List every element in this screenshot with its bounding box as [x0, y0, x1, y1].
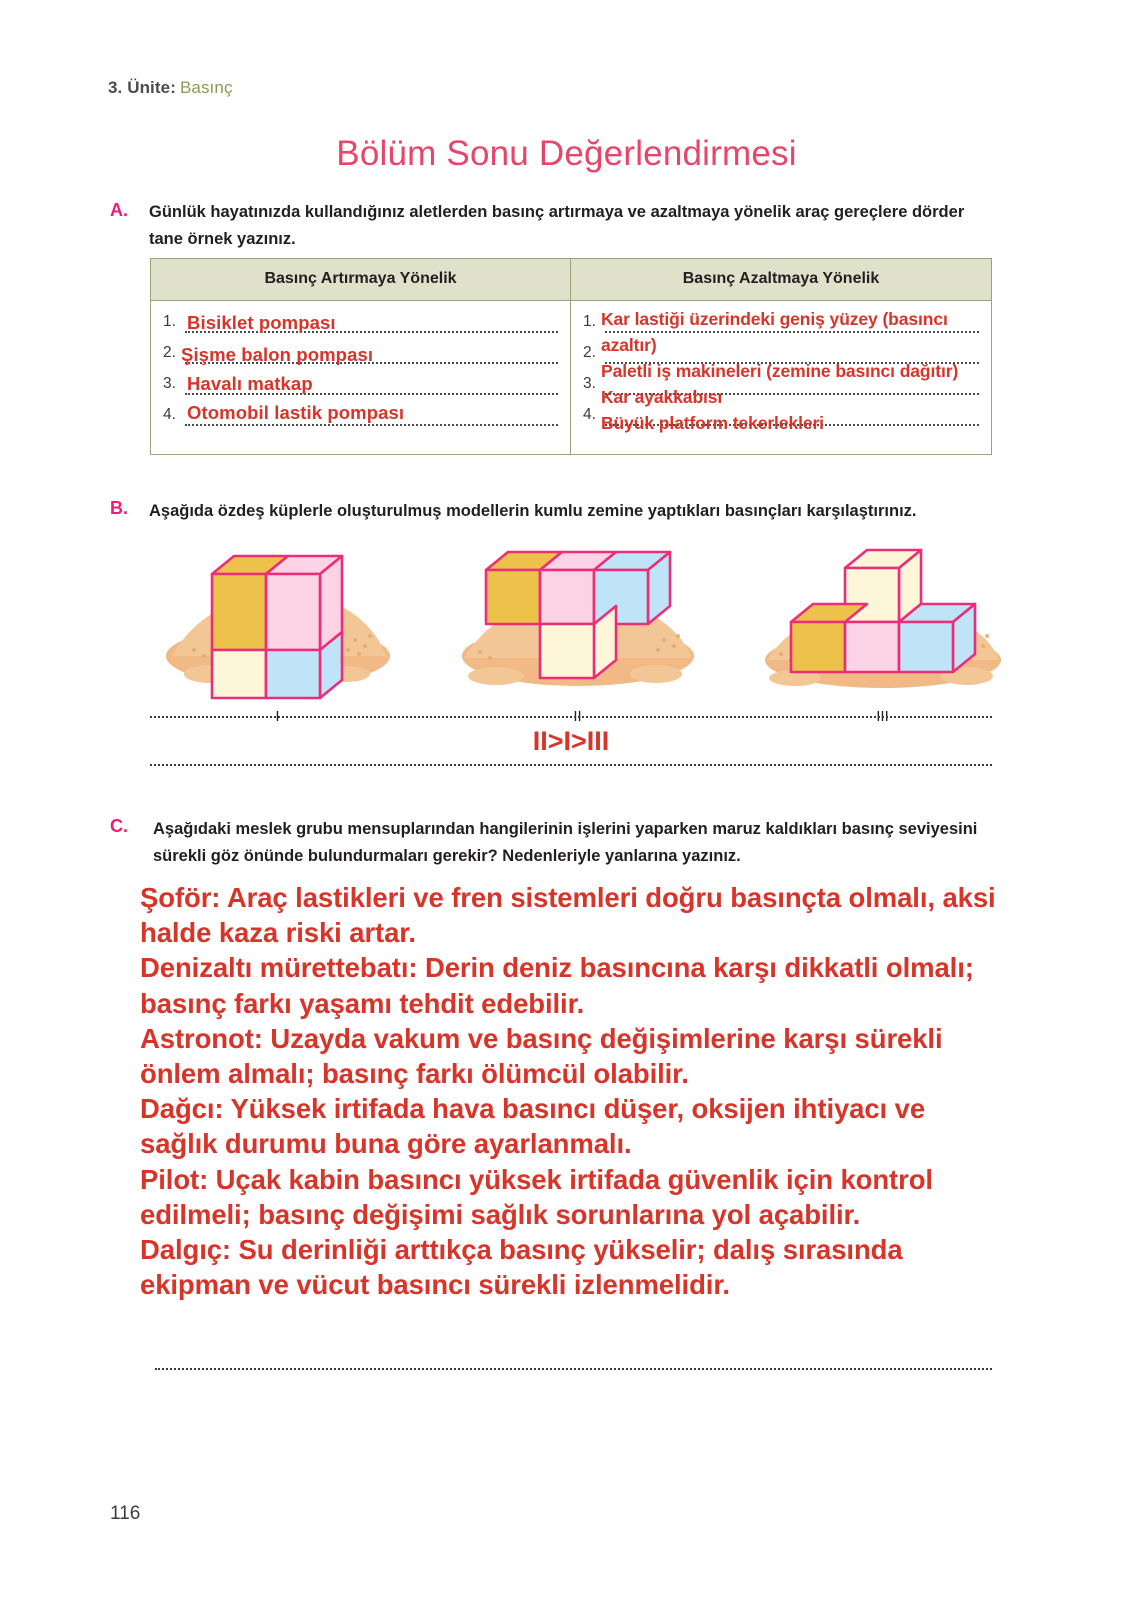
line-number: 4.: [583, 406, 596, 423]
answer-line-pilot: Pilot: Uçak kabin basıncı yüksek irtifada güvenlik için kontrol edilmeli; basınç değişimi sağlık sorunlarına yol açabilir.: [140, 1163, 933, 1230]
line-number: 1.: [583, 313, 596, 330]
cell-decrease[interactable]: [571, 301, 991, 454]
answer-rule-b-1[interactable]: [150, 716, 992, 718]
answer-line-dagci: Dağcı: Yüksek irtifada hava basıncı düşer, oksijen ihtiyacı ve sağlık durumu buna göre ayarlanmalı.: [140, 1093, 926, 1160]
line-number: 2.: [163, 344, 176, 361]
handwritten-answer-decrease-1b: azaltır): [601, 335, 657, 355]
question-b-text: Aşağıda özdeş küplerle oluşturulmuş modellerin kumlu zemine yaptıkları basınçları karşılaştırınız.: [149, 502, 917, 520]
question-b-letter: B.: [110, 498, 128, 518]
figure-one-label: I: [275, 708, 280, 725]
answer-rule-c-trailing[interactable]: [155, 1368, 992, 1370]
figure-three-label: III: [876, 708, 889, 725]
handwritten-answer-increase-3: Havalı matkap: [187, 373, 313, 394]
handwritten-answer-increase-1: Bisiklet pompası: [187, 312, 336, 333]
examples-table: [150, 258, 992, 455]
handwritten-answer-decrease-3: Kar ayakkabısı: [601, 387, 723, 407]
line-number: 3.: [583, 375, 596, 392]
cube-figures: [150, 528, 1010, 725]
cube-stack-2x2: [212, 556, 342, 698]
line-number: 2.: [583, 344, 596, 361]
handwritten-answer-increase-4: Otomobil lastik pompası: [187, 402, 405, 423]
column-header-increase: Basınç Artırmaya Yönelik: [151, 259, 571, 300]
figure-three: [755, 528, 1010, 725]
answer-line-astronot: Astronot: Uzayda vakum ve basınç değişimlerine karşı sürekli önlem almalı; basınç farkı ölümcül olabilir.: [140, 1022, 943, 1089]
question-c-text: Aşağıdaki meslek grubu mensuplarından hangilerinin işlerini yaparken maruz kaldıkları basınç seviyesini sürekli göz önünde bulundurmaları gerekir? Nedenleriyle yanlarına yazınız.: [153, 820, 978, 865]
answer-line-sofor: Şoför: Araç lastikleri ve fren sistemleri doğru basınçta olmalı, aksi halde kaza riski artar.: [140, 882, 996, 949]
answer-line-dalgic: Dalgıç: Su derinliği arttıkça basınç yükselir; dalış sırasında ekipman ve vücut basıncı sürekli izlenmelidir.: [140, 1233, 903, 1301]
unit-topic: Basınç: [179, 78, 233, 97]
line-number: 4.: [163, 406, 176, 423]
cell-increase[interactable]: [151, 301, 571, 454]
line-number: 1.: [163, 313, 176, 330]
figure-one: [150, 528, 405, 725]
unit-label: 3. Ünite:: [108, 78, 176, 97]
running-head: [108, 78, 233, 98]
question-a-letter: A.: [110, 200, 128, 220]
column-header-decrease: Basınç Azaltmaya Yönelik: [682, 270, 880, 287]
page-number: 116: [110, 1503, 141, 1524]
table-body: [151, 301, 991, 454]
handwritten-answer-decrease-1: Kar lastiği üzerindeki geniş yüzey (basıncı: [601, 309, 948, 329]
handwritten-answer-increase-2: Şişme balon pompası: [181, 344, 374, 365]
table-header-row: [151, 259, 991, 301]
question-a-text: Günlük hayatınızda kullandığınız aletlerden basınç artırmaya ve azaltmaya yönelik araç gereçlere dörder tane örnek yazınız.: [149, 203, 965, 248]
handwritten-answer-c: [140, 880, 1000, 1302]
line-number: 3.: [163, 375, 176, 392]
page-title: Bölüm Sonu Değerlendirmesi: [336, 134, 797, 173]
figure-two: [450, 528, 705, 725]
question-c-letter: C.: [110, 816, 128, 836]
handwritten-answer-decrease-2: Paletli iş makineleri (zemine basıncı dağıtır): [601, 361, 959, 381]
answer-line-denizalti: Denizaltı mürettebatı: Derin deniz basıncına karşı dikkatli olmalı; basınç farkı yaşamı tehdit edebilir.: [140, 952, 974, 1019]
answer-rule-b-2[interactable]: [150, 764, 992, 766]
cube-stack-row3-top1: [791, 550, 975, 672]
figure-two-label: II: [573, 708, 582, 725]
handwritten-answer-b: II>I>III: [532, 726, 610, 756]
handwritten-answer-decrease-4: Büyük platform tekerlekleri: [601, 413, 824, 433]
